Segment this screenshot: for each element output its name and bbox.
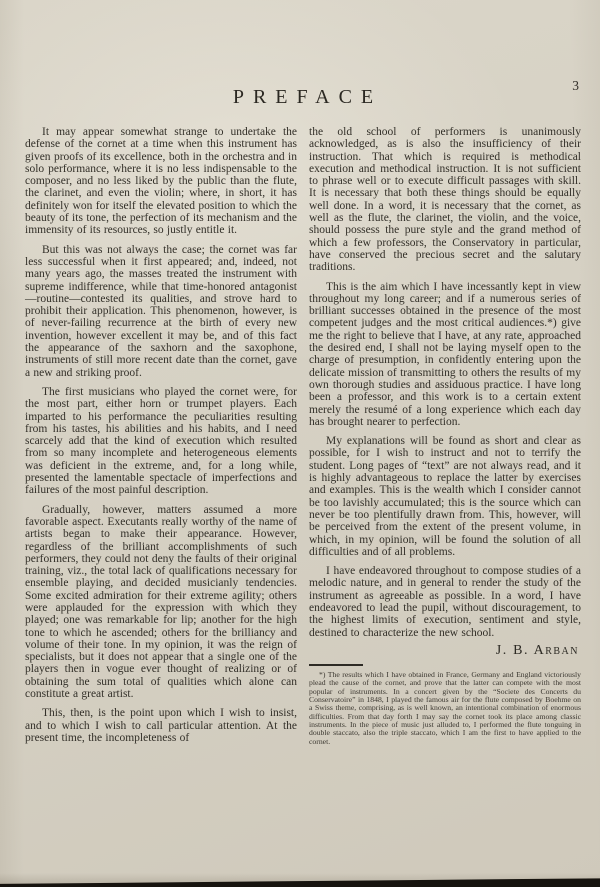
paragraph: the old school of performers is unanimously acknowledged, as is also the insufficiency of their instruction. That which is required is methodical execution and methodical instruction. It is not sufficient to phrase well or to execute difficult passages with skill. It is necessary that both these things should be equally well done. In a word, it is necessary that the cornet, as well as the flute, the clarinet, the violin, and the voice, should possess the pure style and the grand method of which a few professors, the Conservatory in particular, have conserved the precious secret and the salutary traditions. (309, 126, 581, 274)
paragraph: My explanations will be found as short and clear as possible, for I wish to instruct and not to terrify the student. Long pages of “text” are not always read, and it is highly advantageous to replace the latter by exercises and examples. This is the wealth which I consider cannot be too lavishly accumulated; this is the source which can never be too plentifully drawn from. This, however, will be perceived from the extent of the present volume, in which, in my opinion, will be found the solution of all difficulties and of all problems. (309, 435, 581, 558)
left-column (25, 126, 297, 746)
text-columns (25, 126, 581, 746)
paragraph: The first musicians who played the cornet were, for the most part, either horn or trumpet players. Each imparted to his performance the peculiarities resulting from his tastes, his abilities and his habits, and I need scarcely add that the kind of execution which resulted from so many incomplete and heterogeneous elements was deficient in the extreme, and, for a long while, presented the lamentable spectacle of imperfections and failures of the most painful description. (25, 385, 297, 497)
paragraph: But this was not always the case; the cornet was far less successful when it first appeared; and, indeed, not many years ago, the masses treated the instrument with supreme indifference, while that time-honored antagonist—routine—contested its qualities, and strove hard to prohibit their application. This phenomenon, however, is of never-failing recurrence at the birth of every new invention, however excellent it may be, and of this fact the appearance of the saxhorn and the saxophone, instruments of still more recent date than the cornet, gave a new and striking proof. (25, 243, 297, 379)
page-number: 3 (572, 78, 579, 93)
paragraph: This, then, is the point upon which I wish to insist, and to which I wish to call particular attention. At the present time, the incompleteness of (25, 707, 297, 744)
page-title: PREFACE (232, 86, 383, 108)
footnote: *) The results which I have obtained in France, Germany and England victoriously plead the cause of the cornet, and prove that the latter can compete with the most popular of instruments. In a concert given by the “Societe des Concerts du Conservatoire” in 1848, I played the famous air for the flute composed by Boehme on a Swiss theme, comprising, as is well known, an intentional combination of enormous difficulties. From that day forth I may say the cornet took its place among classic instruments. In the piece of music just alluded to, I performed the flute tonguing in double staccato, also the triple staccato, which I am the first to have applied to the cornet. (309, 670, 581, 746)
paragraph: Gradually, however, matters assumed a more favorable aspect. Executants really worthy of the name of artists began to make their appearance. However, regardless of the brilliant accomplishments of such performers, they could not deny the faults of their original training, viz., the total lack of qualifications necessary for ensemble playing, and decided musicianly tendencies. Some excited admiration for their extreme agility; others were applauded for the expression with which they played; one was remarkable for lip; another for the high tone to which he ascended; others for the brilliancy and volume of their tone. In my opinion, it was the reign of specialists, but it does not appear that a single one of the players then in vogue ever thought of realizing or of obtaining the sum total of qualities which alone can constitute a great artist. (25, 503, 297, 701)
footnote-divider (309, 664, 363, 666)
paragraph: I have endeavored throughout to compose studies of a melodic nature, and in general to render the study of the instrument as agreeable as possible. In a word, I have endeavored to lead the pupil, without discouragement, to the highest limits of execution, sentiment and style, destined to characterize the new school. (309, 565, 581, 639)
paragraph: It may appear somewhat strange to undertake the defense of the cornet at a time when this instrument has given proofs of its excellence, both in the orchestra and in solo performance, where it is no less indispensable to the composer, and no less liked by the public than the flute, the clarinet, and even the violin; where, in short, it has definitely won for itself the elevated position to which the beauty of its tone, the perfection of its mechanism and the immensity of its resources, so justly entitle it. (25, 126, 297, 237)
paragraph: This is the aim which I have incessantly kept in view throughout my long career; and if a numerous series of brilliant successes obtained in the presence of the most competent judges and the most critical audiences.*) give me the right to believe that I have, at any rate, approached the desired end, I shall not be laying myself open to the charge of presumption, in confidently entering upon the delicate mission of transmitting to others the results of my own thorough studies and assiduous practice. I have long been a professor, and this work is to a certain extent merely the resumé of a long experience which each day has brought nearer to perfection. (309, 280, 581, 428)
author-signature: J. B. Arban (495, 642, 579, 658)
right-column (309, 126, 581, 746)
